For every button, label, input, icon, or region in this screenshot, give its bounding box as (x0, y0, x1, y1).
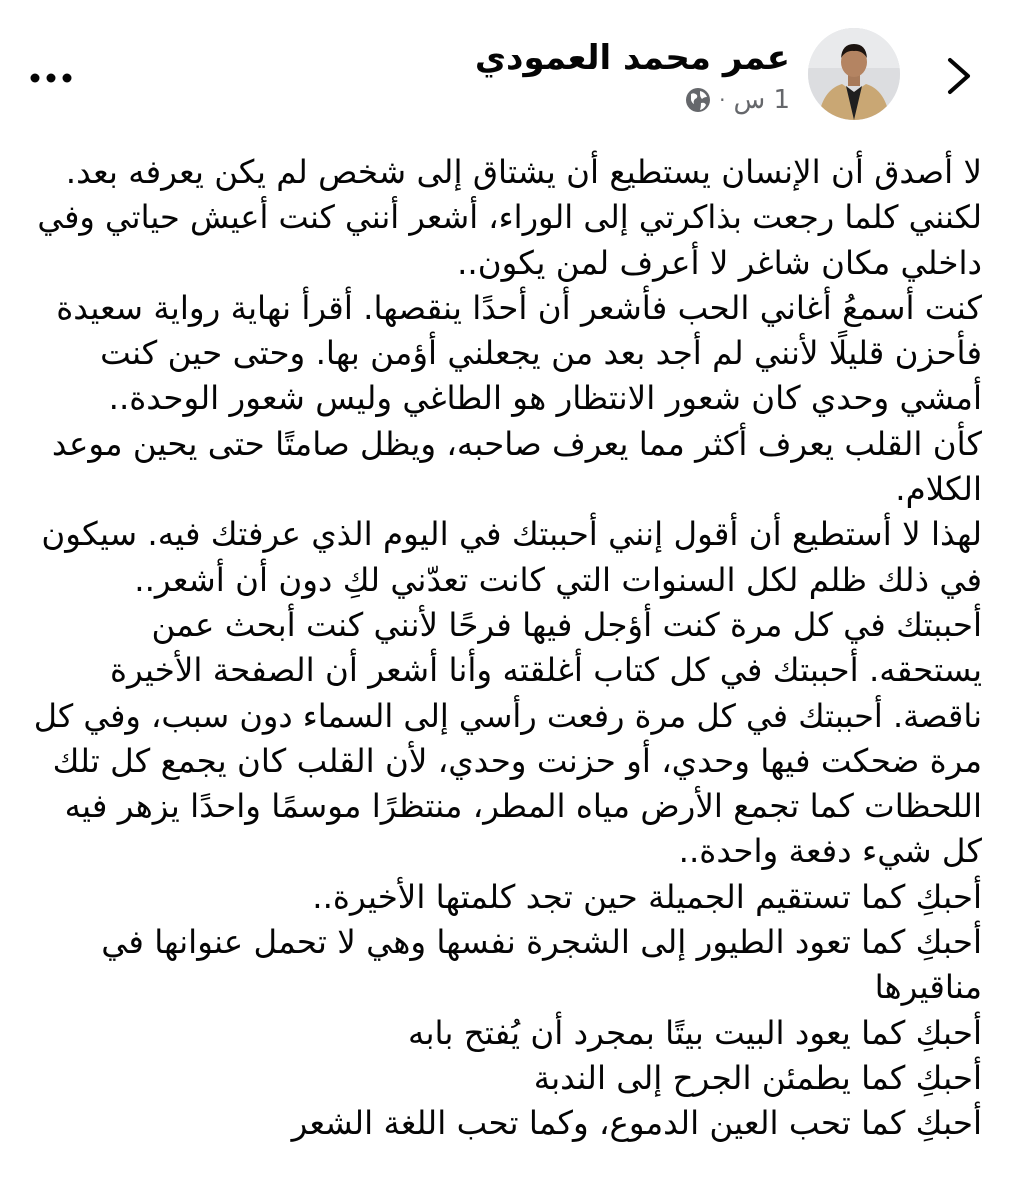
post-line: لكنني كلما رجعت بذاكرتي إلى الوراء، أشعر أنني كنت أعيش حياتي وفي (37, 198, 982, 237)
post-line: اللحظات كما تجمع الأرض مياه المطر، منتظرًا موسمًا واحدًا يزهر فيه (64, 787, 982, 826)
author-name[interactable]: عمر محمد العمودي (474, 38, 790, 78)
post-line: أحبكِ كما تستقيم الجميلة حين تجد كلمتها الأخيرة.. (312, 877, 982, 916)
post-line: كل شيء دفعة واحدة.. (678, 832, 982, 871)
post-line: لهذا لا أستطيع أن أقول إنني أحببتك في اليوم الذي عرفتك فيه. سيكون (41, 515, 982, 554)
more-horizontal-icon (30, 58, 72, 98)
post-line: كأن القلب يعرف أكثر مما يعرف صاحبه، ويظل صامتًا حتى يحين موعد (51, 424, 982, 463)
avatar[interactable] (808, 28, 900, 120)
meta-separator: · (719, 88, 726, 112)
post-line: الكلام. (895, 470, 982, 509)
post-line: كنت أسمعُ أغاني الحب فأشعر أن أحدًا ينقصها. أقرأ نهاية رواية سعيدة (56, 288, 982, 327)
post-line: داخلي مكان شاغر لا أعرف لمن يكون.. (457, 243, 982, 282)
post-header (0, 0, 1012, 140)
post-line: مرة ضحكت فيها وحدي، أو حزنت وحدي، لأن القلب كان يجمع كل تلك (52, 741, 982, 780)
post-line: في ذلك ظلم لكل السنوات التي كانت تعدّني لكِ دون أن أشعر.. (134, 560, 982, 599)
post-meta (685, 84, 790, 116)
post-line: أحبكِ كما يطمئن الجرح إلى الندبة (533, 1058, 982, 1097)
post-line: لا أصدق أن الإنسان يستطيع أن يشتاق إلى شخص لم يكن يعرفه بعد. (65, 153, 982, 191)
post-line: أحببتك في كل مرة كنت أؤجل فيها فرحًا لأنني كنت أبحث عمن (151, 605, 982, 644)
globe-icon (685, 87, 711, 113)
post-text (30, 150, 982, 1147)
post-line: أحبكِ كما يعود البيت بيتًا بمجرد أن يُفتح بابه (408, 1013, 982, 1052)
post-time[interactable]: 1 س (733, 85, 790, 115)
back-button[interactable] (938, 52, 978, 100)
post-line: أحبكِ كما تعود الطيور إلى الشجرة نفسها وهي لا تحمل عنوانها في (101, 923, 982, 962)
profile-photo (808, 28, 900, 120)
more-options-button[interactable] (30, 58, 72, 98)
post-line: مناقيرها (874, 968, 982, 1007)
chevron-right-icon (938, 52, 978, 100)
post-line: فأحزن قليلًا لأنني لم أجد بعد من يجعلني أؤمن بها. وحتى حين كنت (100, 334, 982, 373)
post-line: أمشي وحدي كان شعور الانتظار هو الطاغي وليس شعور الوحدة.. (108, 379, 982, 418)
post-line: ناقصة. أحببتك في كل مرة رفعت رأسي إلى السماء دون سبب، وفي كل (33, 696, 982, 735)
post-line: يستحقه. أحببتك في كل كتاب أغلقته وأنا أشعر أن الصفحة الأخيرة (109, 651, 982, 690)
post-line: أحبكِ كما تحب العين الدموع، وكما تحب اللغة الشعر (291, 1104, 982, 1143)
